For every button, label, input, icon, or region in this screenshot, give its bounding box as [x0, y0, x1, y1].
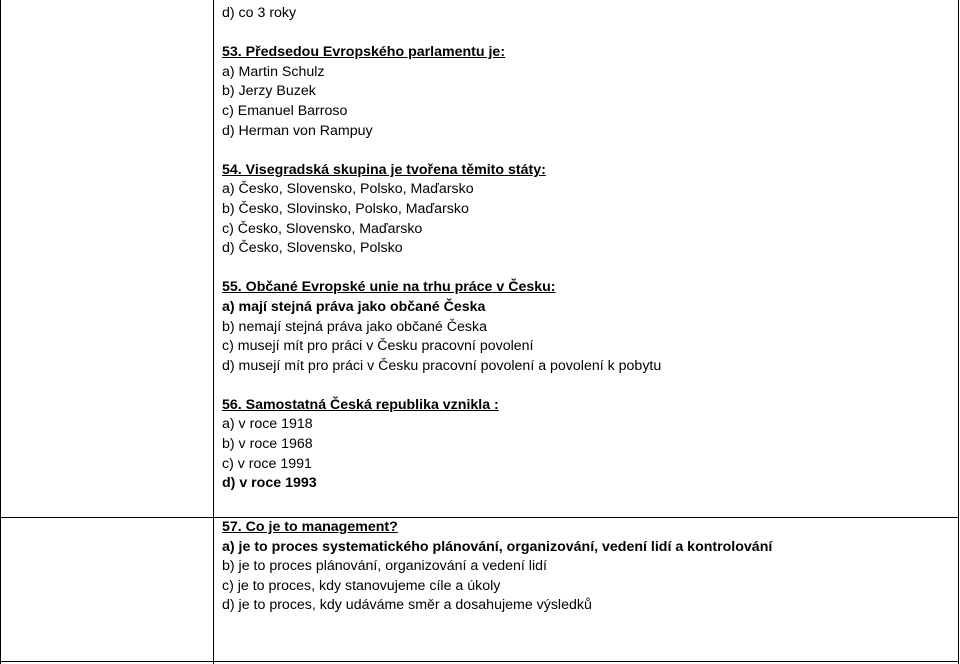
question-title: 54. Visegradská skupina je tvořena těmito státy: — [222, 161, 546, 178]
answer-option: d) musejí mít pro práci v Česku pracovní povolení a povolení k pobytu — [222, 357, 662, 374]
answer-option-correct: a) mají stejná práva jako občané Česka — [222, 298, 486, 315]
previous-answer-option: d) co 3 roky — [222, 5, 297, 21]
answer-option: b) nemají stejná práva jako občané Česka — [222, 318, 487, 335]
table-border-right — [958, 0, 959, 664]
question-53 — [222, 43, 952, 141]
question-55 — [222, 278, 952, 376]
answer-option: c) je to proces, kdy stanovujeme cíle a úkoly — [222, 577, 501, 594]
answer-option: c) musejí mít pro práci v Česku pracovní povolení — [222, 338, 534, 355]
table-border-bottom — [0, 661, 959, 662]
question-54 — [222, 161, 952, 259]
answer-option: b) je to proces plánování, organizování a vedení lidí — [222, 558, 547, 575]
question-56 — [222, 396, 952, 494]
question-title: 57. Co je to management? — [222, 519, 398, 535]
answer-option: a) Martin Schulz — [222, 63, 325, 80]
answer-option: b) Česko, Slovinsko, Polsko, Maďarsko — [222, 200, 469, 217]
answer-option: b) v roce 1968 — [222, 436, 313, 453]
answer-option: d) je to proces, kdy udáváme směr a dosahujeme výsledků — [222, 597, 592, 614]
question-57 — [222, 518, 952, 616]
answer-option: c) v roce 1991 — [222, 455, 312, 472]
answer-option: d) Herman von Rampuy — [222, 122, 373, 139]
question-title: 56. Samostatná Česká republika vznikla : — [222, 396, 499, 413]
question-cell — [222, 4, 952, 494]
table-border-left — [0, 0, 1, 664]
answer-option: d) Česko, Slovensko, Polsko — [222, 240, 403, 257]
answer-option: b) Jerzy Buzek — [222, 83, 316, 100]
answer-option-correct: a) je to proces systematického plánování, organizování, vedení lidí a kontrolování — [222, 538, 773, 555]
question-title: 53. Předsedou Evropského parlamentu je: — [222, 44, 506, 61]
answer-option: c) Česko, Slovensko, Maďarsko — [222, 220, 423, 237]
table-column-divider — [213, 0, 214, 664]
answer-option: a) v roce 1918 — [222, 416, 313, 433]
question-title: 55. Občané Evropské unie na trhu práce v Česku: — [222, 279, 556, 296]
answer-option-correct: d) v roce 1993 — [222, 475, 317, 492]
answer-option: a) Česko, Slovensko, Polsko, Maďarsko — [222, 181, 474, 198]
question-cell — [222, 518, 952, 616]
answer-option: c) Emanuel Barroso — [222, 102, 348, 119]
